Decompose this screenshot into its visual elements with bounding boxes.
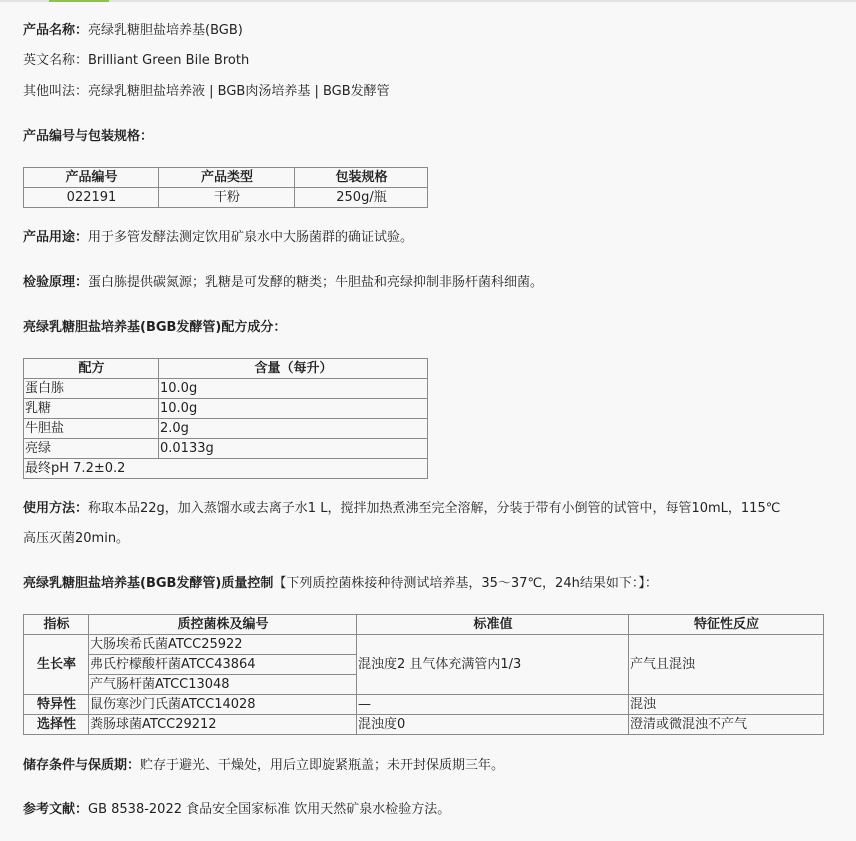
table-row <box>24 379 428 399</box>
usage-row <box>23 229 413 247</box>
principle-text: 蛋白胨提供碳氮源；乳糖是可发酵的糖类；牛胆盐和亮绿抑制非肠杆菌科细菌。 <box>88 275 544 290</box>
principle-label: 检验原理： <box>23 275 89 290</box>
col-header-product-type: 产品类型 <box>159 168 295 188</box>
table-header-row <box>24 359 428 379</box>
reference-label: 参考文献： <box>23 802 89 817</box>
ingredient-cell: 牛胆盐 <box>24 419 159 439</box>
table-row <box>24 695 824 715</box>
ingredient-cell: 亮绿 <box>24 439 159 459</box>
ingredient-cell: 蛋白胨 <box>24 379 159 399</box>
other-names-label: 其他叫法： <box>23 84 89 99</box>
strain-cell: 弗氏柠檬酸杆菌ATCC43864 <box>89 655 357 675</box>
table-row <box>24 459 428 479</box>
strain-cell: 鼠伤寒沙门氏菌ATCC14028 <box>89 695 357 715</box>
table-row <box>24 439 428 459</box>
table-row <box>24 399 428 419</box>
method-text-line2: 高压灭菌20min。 <box>23 531 130 546</box>
amount-cell: 10.0g <box>159 399 428 419</box>
qc-title-note: 【下列质控菌株接种待测试培养基，35～37℃，24h结果如下：】： <box>273 576 658 591</box>
selectivity-cell: 选择性 <box>24 715 89 735</box>
table-row <box>24 419 428 439</box>
product-name-label: 产品名称： <box>23 23 89 38</box>
formula-table <box>23 358 428 479</box>
top-divider <box>0 0 856 2</box>
ingredient-cell: 乳糖 <box>24 399 159 419</box>
standard-cell: — <box>357 695 629 715</box>
product-name-value: 亮绿乳糖胆盐培养基(BGB) <box>88 23 243 38</box>
final-ph-cell: 最终pH 7.2±0.2 <box>24 459 428 479</box>
other-names-value: 亮绿乳糖胆盐培养液 | BGB肉汤培养基 | BGB发酵管 <box>88 84 390 99</box>
reference-text: GB 8538-2022 食品安全国家标准 饮用天然矿泉水检验方法。 <box>88 802 451 817</box>
table-row <box>24 635 824 655</box>
qc-title-row <box>23 575 658 593</box>
growth-rate-cell: 生长率 <box>24 635 89 695</box>
method-row <box>23 500 780 518</box>
table-row <box>24 188 428 208</box>
amount-cell: 10.0g <box>159 379 428 399</box>
english-name-label: 英文名称： <box>23 53 89 68</box>
col-header-standard: 标准值 <box>357 615 629 635</box>
active-tab-indicator <box>49 0 109 2</box>
storage-text: 贮存于避光、干燥处，用后立即旋紧瓶盖；未开封保质期三年。 <box>140 758 505 773</box>
col-header-amount: 含量（每升） <box>159 359 428 379</box>
english-name-row <box>23 52 249 70</box>
other-names-row <box>23 83 390 101</box>
quality-control-table <box>23 614 824 735</box>
table-header-row <box>24 615 824 635</box>
product-code-cell: 022191 <box>24 188 159 208</box>
col-header-ingredient: 配方 <box>24 359 159 379</box>
standard-cell: 混浊度0 <box>357 715 629 735</box>
col-header-product-code: 产品编号 <box>24 168 159 188</box>
product-type-cell: 干粉 <box>159 188 295 208</box>
package-spec-cell: 250g/瓶 <box>295 188 428 208</box>
col-header-strain: 质控菌株及编号 <box>89 615 357 635</box>
reference-row <box>23 801 450 819</box>
packaging-title: 产品编号与包装规格： <box>23 129 154 144</box>
amount-cell: 0.0133g <box>159 439 428 459</box>
strain-cell: 产气肠杆菌ATCC13048 <box>89 675 357 695</box>
storage-row <box>23 757 504 775</box>
table-header-row <box>24 168 428 188</box>
principle-row <box>23 274 543 292</box>
usage-label: 产品用途： <box>23 230 89 245</box>
reaction-cell: 产气且混浊 <box>629 635 824 695</box>
amount-cell: 2.0g <box>159 419 428 439</box>
method-label: 使用方法： <box>23 501 89 516</box>
standard-cell: 混浊度2 且气体充满管内1/3 <box>357 635 629 695</box>
reaction-cell: 澄清或微混浊不产气 <box>629 715 824 735</box>
col-header-package-spec: 包装规格 <box>295 168 428 188</box>
english-name-value: Brilliant Green Bile Broth <box>88 53 250 68</box>
specificity-cell: 特异性 <box>24 695 89 715</box>
packaging-table <box>23 167 428 208</box>
method-text-line1: 称取本品22g，加入蒸馏水或去离子水1 L，搅拌加热煮沸至完全溶解，分装于带有小倒管的试管中，每管10mL，115℃ <box>88 501 781 516</box>
col-header-indicator: 指标 <box>24 615 89 635</box>
usage-text: 用于多管发酵法测定饮用矿泉水中大肠菌群的确证试验。 <box>88 230 414 245</box>
table-row <box>24 715 824 735</box>
storage-label: 储存条件与保质期： <box>23 758 141 773</box>
col-header-reaction: 特征性反应 <box>629 615 824 635</box>
product-name-row <box>23 22 243 40</box>
qc-title-bold: 亮绿乳糖胆盐培养基(BGB发酵管)质量控制 <box>23 576 274 591</box>
strain-cell: 粪肠球菌ATCC29212 <box>89 715 357 735</box>
reaction-cell: 混浊 <box>629 695 824 715</box>
strain-cell: 大肠埃希氏菌ATCC25922 <box>89 635 357 655</box>
formula-title: 亮绿乳糖胆盐培养基(BGB发酵管)配方成分： <box>23 320 287 335</box>
